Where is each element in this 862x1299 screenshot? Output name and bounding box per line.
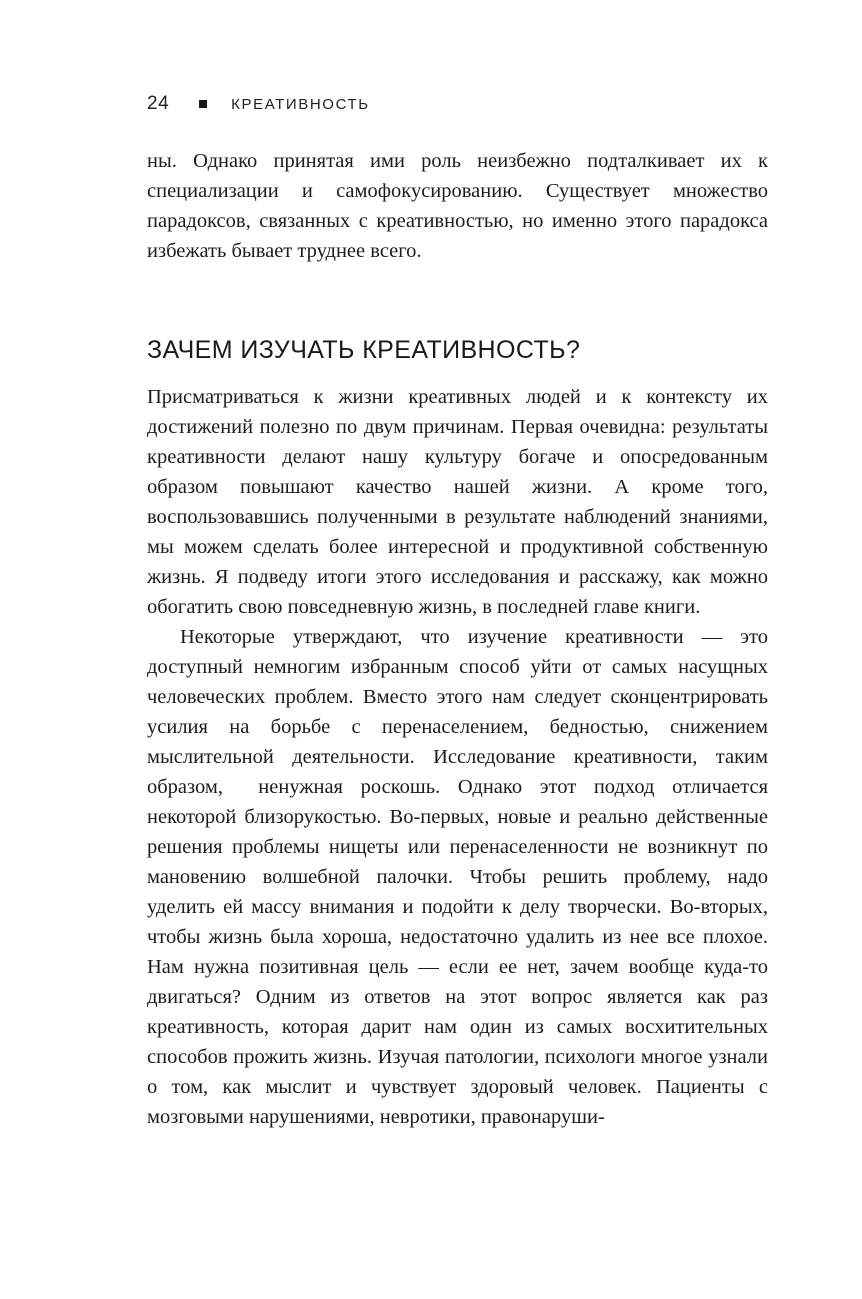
- intro-text-block: [147, 146, 768, 266]
- square-bullet-icon: [199, 100, 207, 108]
- running-title: КРЕАТИВНОСТЬ: [231, 95, 370, 113]
- intro-paragraph: ны. Однако принятая ими роль неизбежно подталкивает их к специализации и самофокусированию. Существует множество парадоксов, связанных с креативностью, но именно этого парадокса избежать бывает труднее всего.: [147, 150, 768, 262]
- running-header: [147, 93, 370, 115]
- page-number: 24: [147, 93, 170, 114]
- section-text-block: [147, 382, 768, 1132]
- section-paragraph: Некоторые утверждают, что изучение креативности — это доступный немногим избранным способ уйти от самых насущных человеческих проблем. Вместо этого нам следует сконцентрировать усилия на борьбе с перенаселением, бедностью, снижением мыслительной деятельности. Исследование креативности, таким образом, ненужная роскошь. Однако этот подход отличается некоторой близорукостью. Во-первых, новые и реально действенные решения проблемы нищеты или перенаселенности не возникнут по мановению волшебной палочки. Чтобы решить проблему, надо уделить ей массу внимания и подойти к делу творчески. Во-вторых, чтобы жизнь была хороша, недостаточно удалить из нее все плохое. Нам нужна позитивная цель — если ее нет, зачем вообще куда-то двигаться? Одним из ответов на этот вопрос является как раз креативность, которая дарит нам один из самых восхитительных способов прожить жизнь. Изучая патологии, психологи многое узнали о том, как мыслит и чувствует здоровый человек. Пациенты с мозговыми нарушениями, невротики, правонаруши-: [147, 626, 768, 1128]
- section-paragraph: Присматриваться к жизни креативных людей и к контексту их достижений полезно по двум причинам. Первая очевидна: результаты креативности делают нашу культуру богаче и опосредованным образом повышают качество нашей жизни. А кроме того, воспользовавшись полученными в результате наблюдений знаниями, мы можем сделать более интересной и продуктивной собственную жизнь. Я подведу итоги этого исследования и расскажу, как можно обогатить свою повседневную жизнь, в последней главе книги.: [147, 386, 768, 618]
- section-heading: ЗАЧЕМ ИЗУЧАТЬ КРЕАТИВНОСТЬ?: [147, 336, 581, 364]
